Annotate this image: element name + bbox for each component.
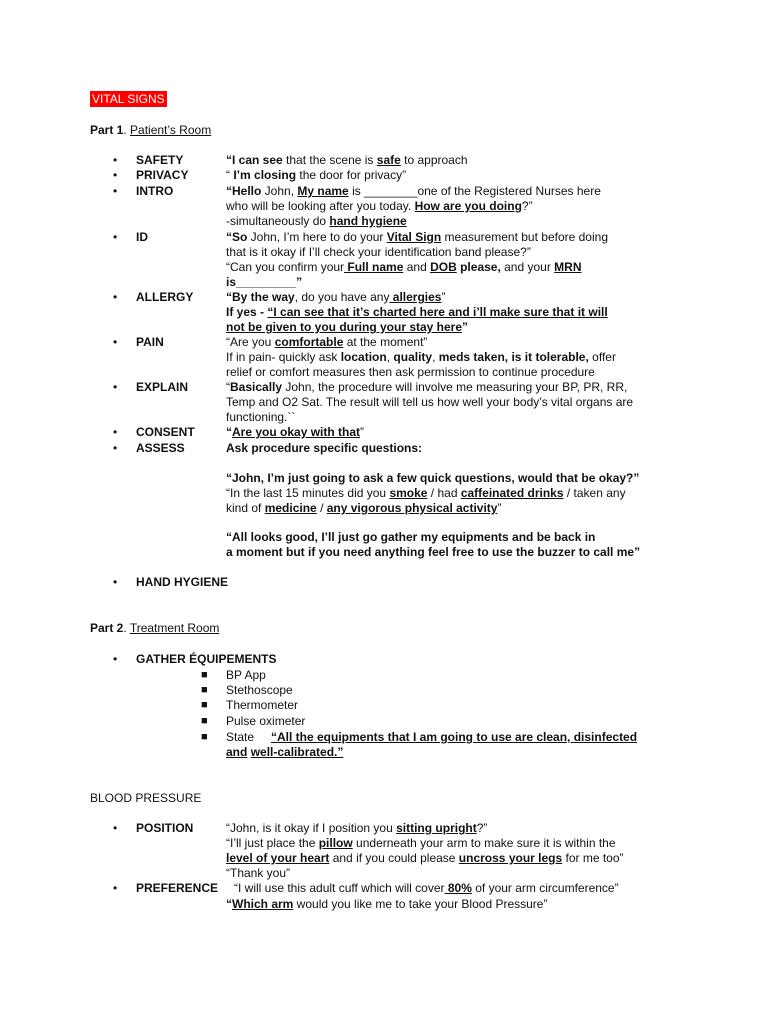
preference-line-1 — [234, 881, 619, 896]
bullet: • — [113, 575, 118, 589]
safety-b: that the scene is — [282, 153, 377, 167]
id-line-1 — [226, 230, 608, 245]
assess-l4a: kind of — [226, 501, 265, 515]
assess-l4b: medicine — [264, 501, 317, 515]
id-line-4 — [226, 275, 302, 290]
square-bullet: ■ — [201, 715, 208, 727]
id-l3d: DOB — [430, 260, 457, 274]
assess-line-3 — [226, 486, 626, 501]
allergy-l2a: If yes - — [226, 305, 268, 319]
id-l3a: “Can you confirm your — [226, 260, 345, 274]
square-bullet: ■ — [201, 684, 208, 696]
id-line-3 — [226, 260, 582, 275]
intro-l2a: who will be looking after you today. — [226, 199, 415, 213]
id-l1c: Vital Sign — [386, 230, 442, 244]
id-l3c: and — [403, 260, 431, 274]
equipment-item: BP App — [226, 668, 266, 682]
intro-line-2 — [226, 199, 533, 214]
position-l3c: uncross your legs — [458, 851, 563, 865]
square-bullet: ■ — [201, 699, 208, 711]
position-l1a: “John, is it okay if I position you — [226, 821, 397, 835]
state-label: State — [226, 730, 255, 744]
allergy-l1c: allergies — [389, 290, 442, 304]
state-l2a: and — [226, 745, 248, 759]
id-l3e: please, — [456, 260, 501, 274]
explain-label: EXPLAIN — [136, 380, 189, 394]
explain-l1c: John, the procedure will involve me measuring your BP, PR, RR, — [282, 380, 628, 394]
assess-l4d: any vigorous physical activity — [326, 501, 498, 515]
position-l3b: and if you could please — [329, 851, 459, 865]
preference-l1c: of your arm circumference” — [471, 881, 619, 895]
bullet: • — [113, 168, 118, 182]
assess-line-4 — [226, 501, 501, 516]
privacy-a: “ — [226, 168, 234, 182]
position-label: POSITION — [136, 821, 194, 835]
bullet: • — [113, 153, 118, 167]
assess-l3b: smoke — [389, 486, 428, 500]
position-line-4: “Thank you” — [226, 866, 291, 880]
assess-l3a: “In the last 15 minutes did you — [226, 486, 390, 500]
pain-l1b: comfortable — [274, 335, 344, 349]
position-l1c: ?” — [476, 821, 488, 835]
id-l1a: “So — [226, 230, 248, 244]
part2-sep: . — [123, 621, 130, 635]
part1-name: Patient’s Room — [130, 123, 212, 137]
preference-label: PREFERENCE — [136, 881, 219, 895]
id-l4a: is — [226, 275, 237, 289]
position-l2c: underneath your arm to make sure it is within the — [352, 836, 616, 850]
bullet: • — [113, 184, 118, 198]
part2-name: Treatment Room — [129, 621, 220, 635]
id-l1b: John, I’m here to do your — [247, 230, 387, 244]
part1-heading — [90, 123, 211, 138]
allergy-line-2 — [226, 305, 608, 320]
intro-l2b: How are you doing — [414, 199, 522, 213]
part1-sep: . — [123, 123, 131, 137]
bullet: • — [113, 441, 118, 455]
bullet: • — [113, 290, 118, 304]
allergy-l1a: “By the way — [226, 290, 295, 304]
part2-heading — [90, 621, 219, 636]
consent-label: CONSENT — [136, 425, 195, 439]
pain-line-3: relief or comfort measures then ask permission to continue procedure — [226, 365, 595, 379]
intro-l1d: is ________one of the Registered Nurses here — [348, 184, 601, 198]
pain-l2g: offer — [588, 350, 616, 364]
intro-line-3 — [226, 214, 407, 229]
preference-l1b: 80% — [444, 881, 472, 895]
privacy-c: the door for privacy” — [296, 168, 407, 182]
safety-c: safe — [376, 153, 401, 167]
preference-l2c: would you like me to take your Blood Pressure” — [293, 897, 548, 911]
bullet: • — [113, 230, 118, 244]
position-l2b: pillow — [318, 836, 353, 850]
square-bullet: ■ — [201, 731, 208, 743]
assess-label: ASSESS — [136, 441, 185, 455]
bullet: • — [113, 425, 118, 439]
safety-label: SAFETY — [136, 153, 184, 167]
preference-line-2 — [226, 897, 547, 912]
bullet: • — [113, 881, 118, 895]
position-l2a: “I’ll just place the — [226, 836, 319, 850]
assess-l3e: / taken any — [563, 486, 626, 500]
blood-pressure-heading: BLOOD PRESSURE — [90, 791, 202, 805]
assess-line-5: “All looks good, I’ll just go gather my equipments and be back in — [226, 530, 596, 544]
position-line-1 — [226, 821, 487, 836]
id-l3b: Full name — [344, 260, 404, 274]
allergy-line-3 — [226, 320, 468, 335]
pain-l2e: , — [432, 350, 439, 364]
intro-l1c: My name — [297, 184, 349, 198]
position-line-2 — [226, 836, 616, 851]
preference-l2b: Which arm — [232, 897, 294, 911]
preference-l2a: “ — [226, 897, 232, 911]
consent-c: ” — [360, 425, 365, 439]
privacy-label: PRIVACY — [136, 168, 189, 182]
id-l3f: and your — [500, 260, 555, 274]
safety-text — [226, 153, 468, 168]
part2-label: Part 2 — [90, 621, 124, 635]
state-l2c: well-calibrated.” — [250, 745, 344, 759]
consent-b: Are you okay with that — [232, 425, 361, 439]
pain-l2c: , — [386, 350, 394, 364]
explain-l1a: “ — [226, 380, 230, 394]
position-line-3 — [226, 851, 624, 866]
id-label: ID — [136, 230, 148, 244]
position-l3d: for me too” — [562, 851, 624, 865]
assess-line-2: “John, I’m just going to ask a few quick questions, would that be okay?” — [226, 471, 640, 485]
explain-line-1 — [226, 380, 627, 395]
pain-l1c: at the moment” — [343, 335, 428, 349]
id-l1d: measurement but before doing — [441, 230, 608, 244]
bullet: • — [113, 652, 118, 666]
privacy-b: I’m closing — [233, 168, 297, 182]
intro-l1a: “Hello — [226, 184, 262, 198]
part1-label: Part 1 — [90, 123, 124, 137]
document-title: VITAL SIGNS — [92, 92, 165, 106]
assess-line-1: Ask procedure specific questions: — [226, 441, 423, 455]
explain-line-3: functioning.`` — [226, 410, 296, 424]
allergy-label: ALLERGY — [136, 290, 194, 304]
safety-d: to approach — [400, 153, 468, 167]
intro-label: INTRO — [136, 184, 174, 198]
position-l1b: sitting upright — [396, 821, 477, 835]
pain-l1a: “Are you — [226, 335, 275, 349]
id-l3g: MRN — [554, 260, 582, 274]
assess-l4c: / — [316, 501, 327, 515]
allergy-l1b: , do you have any — [294, 290, 390, 304]
allergy-l1d: ” — [441, 290, 446, 304]
intro-l2c: ?” — [521, 199, 533, 213]
intro-l3a: -simultaneously do — [226, 214, 330, 228]
bullet: • — [113, 821, 118, 835]
consent-text — [226, 425, 364, 440]
pain-l2f: meds taken, is it tolerable, — [438, 350, 589, 364]
intro-l3b: hand hygiene — [329, 214, 407, 228]
safety-a: “I can see — [226, 153, 283, 167]
equipment-item: Pulse oximeter — [226, 714, 306, 728]
position-l3a: level of your heart — [226, 851, 330, 865]
hand-hygiene-label: HAND HYGIENE — [136, 575, 229, 589]
pain-l2a: If in pain- quickly ask — [226, 350, 341, 364]
assess-l4e: ” — [497, 501, 502, 515]
gather-label: GATHER ÉQUIPEMENTS — [136, 652, 277, 666]
equipment-item: Stethoscope — [226, 683, 293, 697]
pain-line-1 — [226, 335, 427, 350]
bullet: • — [113, 335, 118, 349]
allergy-l3b: ” — [462, 320, 469, 334]
allergy-line-1 — [226, 290, 445, 305]
pain-line-2 — [226, 350, 616, 365]
explain-l1b: Basically — [230, 380, 283, 394]
assess-line-6: a moment but if you need anything feel free to use the buzzer to call me” — [226, 545, 641, 559]
state-line-1: “All the equipments that I am going to use are clean, disinfected — [271, 730, 638, 744]
pain-l2b: location — [340, 350, 387, 364]
assess-l3c: / had — [427, 486, 461, 500]
bullet: • — [113, 380, 118, 394]
allergy-l3a: not be given to you during your stay here — [226, 320, 463, 334]
intro-l1b: John, — [261, 184, 298, 198]
allergy-l2b: “I can see that it’s charted here and i’ll make sure that it will — [267, 305, 608, 319]
equipment-item: Thermometer — [226, 698, 299, 712]
id-line-2: that is it okay if I’ll check your identification band please?” — [226, 245, 531, 259]
preference-l1a: “I will use this adult cuff which will cover — [234, 881, 445, 895]
intro-line-1 — [226, 184, 601, 199]
state-line-2 — [226, 745, 343, 760]
privacy-text — [226, 168, 406, 183]
pain-l2d: quality — [393, 350, 433, 364]
assess-l3d: caffeinated drinks — [460, 486, 564, 500]
pain-label: PAIN — [136, 335, 164, 349]
explain-line-2: Temp and O2 Sat. The result will tell us how well your body’s vital organs are — [226, 395, 634, 409]
square-bullet: ■ — [201, 669, 208, 681]
consent-a: “ — [226, 425, 232, 439]
id-l4b: _________” — [236, 275, 303, 289]
